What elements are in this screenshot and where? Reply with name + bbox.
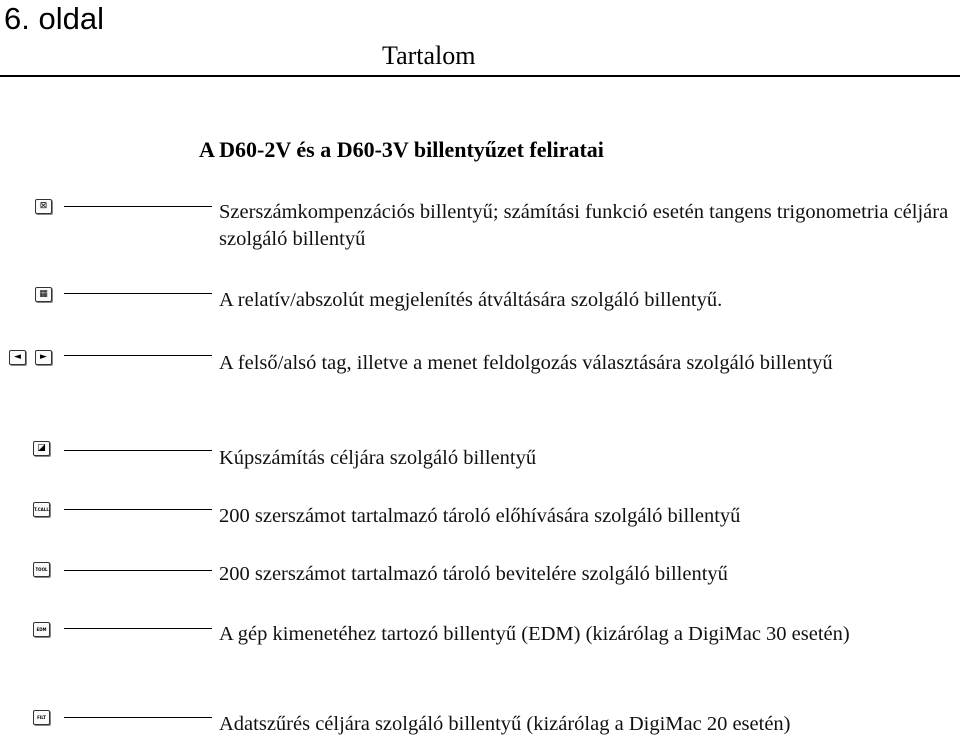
leader-line [64,570,212,571]
key-description: Adatszűrés céljára szolgáló billentyű (kizárólag a DigiMac 20 esetén) [219,713,791,735]
tool-recall-key-icon: T.CALL [33,502,50,517]
key-description: 200 szerszámot tartalmazó tároló előhívására szolgáló billentyű [219,505,741,527]
leader-line [64,206,212,207]
leader-line [64,293,212,294]
key-description: A felső/alsó tag, illetve a menet feldolgozás választására szolgáló billentyű [219,352,833,374]
filter-key-icon: FILT [33,710,50,725]
key-description: Szerszámkompenzációs billentyű; számítási funkció esetén tangens trigonometria céljára szolgáló billentyű [219,201,949,250]
section-heading: A D60-2V és a D60-3V billentyűzet feliratai [199,137,604,162]
key-description: A relatív/abszolút megjelenítés átváltására szolgáló billentyű. [219,289,723,311]
rel-abs-key-icon: ▦ [35,287,52,302]
leader-line [64,509,212,510]
leader-line [64,450,212,451]
header-rule [0,75,960,77]
edm-key-icon: EDM [33,622,50,637]
taper-key-icon: ◪ [33,441,50,456]
key-description: 200 szerszámot tartalmazó tároló bevitelére szolgáló billentyű [219,563,728,585]
tool-compensation-key-icon: ⊠ [35,199,52,214]
leader-line [64,355,212,356]
right-arrow-key-icon: ► [35,350,52,365]
left-arrow-key-icon: ◄ [9,350,26,365]
leader-line [64,717,212,718]
key-description: A gép kimenetéhez tartozó billentyű (EDM) (kizárólag a DigiMac 30 esetén) [219,623,850,645]
tool-store-key-icon: TOOL [33,562,50,577]
key-description: Kúpszámítás céljára szolgáló billentyű [219,447,537,469]
page-header-title: Tartalom [382,41,476,70]
leader-line [64,628,212,629]
page-number: 6. oldal [4,1,104,36]
